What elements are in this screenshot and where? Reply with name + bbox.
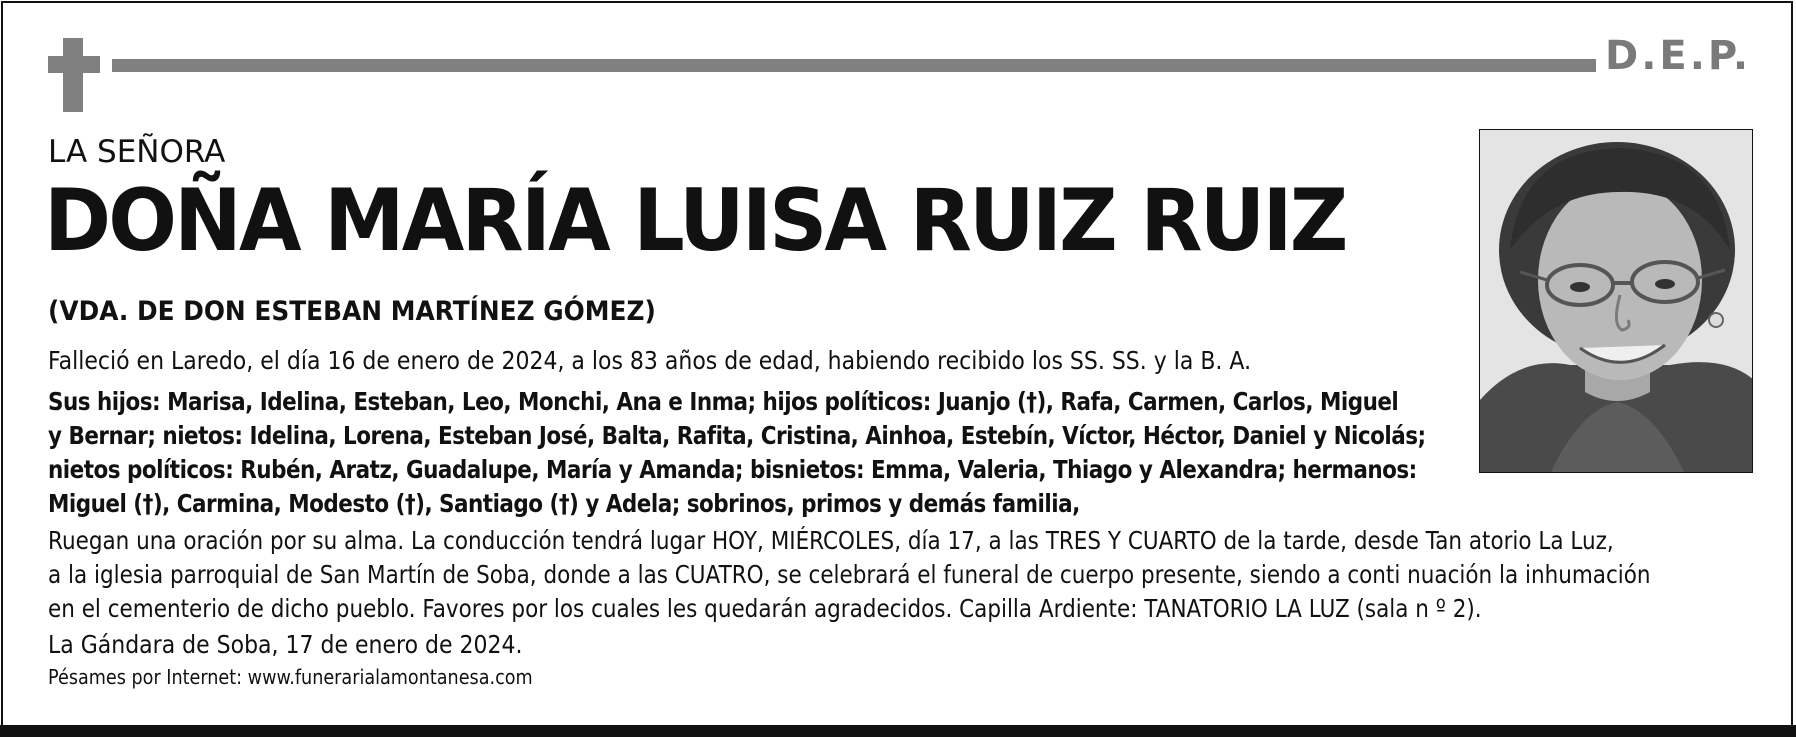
family-line: y Bernar; nietos: Idelina, Lorena, Esteban José, Balta, Rafita, Cristina, Ainhoa, Estebín, Víctor, Héctor, Daniel y Nicolás; <box>48 421 1426 450</box>
family-line: nietos políticos: Rubén, Aratz, Guadalupe, María y Amanda; bisnietos: Emma, Valeria, Thiago y Alexandra; hermanos: <box>48 455 1417 484</box>
service-line: en el cementerio de dicho pueblo. Favores por los cuales les quedarán agradecidos. Capilla Ardiente: TANATORIO LA LUZ (sala n º 2). <box>48 594 1482 623</box>
portrait-illustration <box>1480 130 1753 473</box>
family-line: Miguel (†), Carmina, Modesto (†), Santiago (†) y Adela; sobrinos, primos y demás familia, <box>48 489 1080 518</box>
condolences-link: Pésames por Internet: www.funerarialamontanesa.com <box>48 665 533 689</box>
bottom-border <box>0 725 1796 737</box>
service-details <box>48 524 1796 626</box>
family-line: Sus hijos: Marisa, Idelina, Esteban, Leo, Monchi, Ana e Inma; hijos políticos: Juanjo (†), Rafa, Carmen, Carlos, Miguel <box>48 387 1399 416</box>
service-line: a la iglesia parroquial de San Martín de Soba, donde a las CUATRO, se celebrará el funeral de cuerpo presente, siendo a conti nuación la inhumación <box>48 560 1651 589</box>
header-rule <box>112 59 1596 72</box>
service-line: Ruegan una oración por su alma. La conducción tendrá lugar HOY, MIÉRCOLES, día 17, a las TRES Y CUARTO de la tarde, desde Tan atorio La Luz, <box>48 526 1614 555</box>
dep-heading: D.E.P. <box>1605 33 1752 79</box>
portrait-photo <box>1479 129 1753 473</box>
place-date: La Gándara de Soba, 17 de enero de 2024. <box>48 630 523 659</box>
family-list <box>48 385 1428 521</box>
honorific-label: LA SEÑORA <box>48 134 226 170</box>
death-notice: Falleció en Laredo, el día 16 de enero de 2024, a los 83 años de edad, habiendo recibido los SS. SS. y la B. A. <box>48 346 1252 375</box>
deceased-name: DOÑA MARÍA LUISA RUIZ RUIZ <box>44 171 1346 271</box>
widow-of: (VDA. DE DON ESTEBAN MARTÍNEZ GÓMEZ) <box>48 296 656 327</box>
